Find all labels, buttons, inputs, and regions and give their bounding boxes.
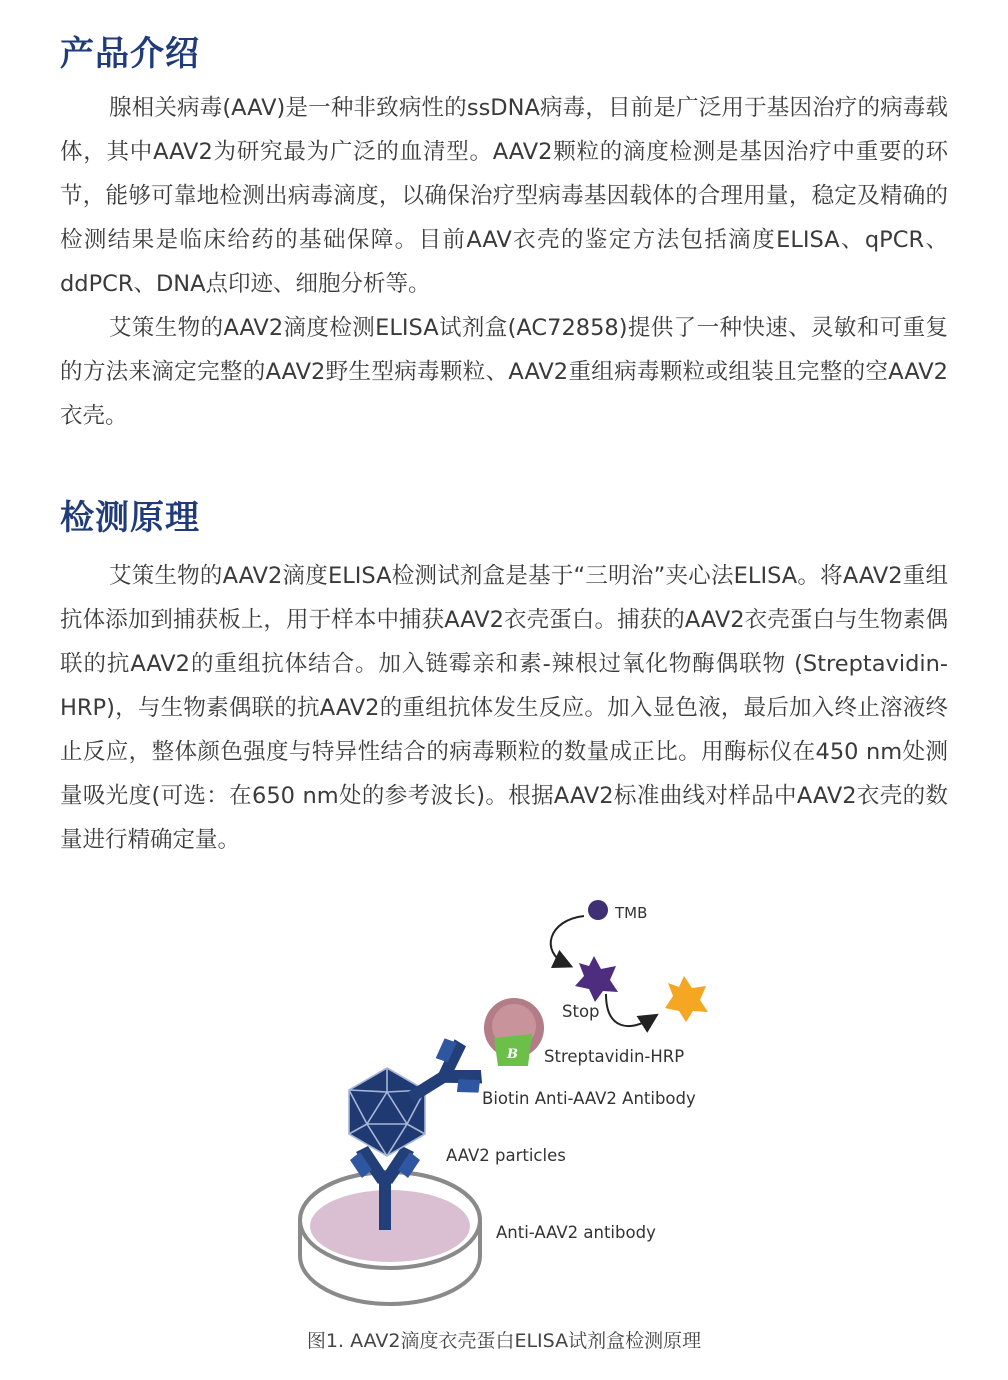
label-stop: Stop — [562, 1002, 600, 1021]
section-title-principle: 检测原理 — [60, 498, 200, 538]
principle-paragraph: 艾策生物的AAV2滴度ELISA检测试剂盒是基于“三明治”夹心法ELISA。将AAV2重组抗体添加到捕获板上，用于样本中捕获AAV2衣壳蛋白。捕获的AAV2衣壳蛋白与生物素偶联的抗AAV2的重组抗体结合。加入链霉亲和素-辣根过氧化物酶偶联物 (Streptavidin-HRP)，与生物素偶联的抗AAV2的重组抗体发生反应。加入显色液，最后加入终止溶液终止反应，整体颜色强度与特异性结合的病毒颗粒的数量成正比。用酶标仪在450 nm处测量吸光度(可选：在650 nm处的参考波长)。根据AAV2标准曲线对样品中AAV2衣壳的数量进行精确定量。 — [60, 563, 948, 853]
section-title-intro: 产品介绍 — [60, 34, 200, 74]
oxidized-tmb-icon — [575, 956, 618, 1002]
label-capture-antibody: Anti-AAV2 antibody — [496, 1223, 656, 1242]
tmb-arrow-icon — [551, 916, 584, 964]
elisa-principle-diagram — [0, 880, 1008, 1320]
aav2-capsid-icon — [349, 1068, 425, 1156]
stopped-product-icon — [665, 976, 708, 1022]
label-tmb: TMB — [615, 904, 648, 922]
biotin-mark: B — [507, 1047, 518, 1062]
intro-paragraph-2: 艾策生物的AAV2滴度检测ELISA试剂盒(AC72858)提供了一种快速、灵敏和可重复的方法来滴定完整的AAV2野生型病毒颗粒、AAV2重组病毒颗粒或组装且完整的空AAV2衣壳。 — [60, 315, 948, 429]
label-biotin-antibody: Biotin Anti-AAV2 Antibody — [482, 1089, 696, 1108]
tmb-substrate-icon — [588, 900, 608, 920]
label-aav2-particles: AAV2 particles — [446, 1146, 566, 1165]
intro-paragraph-1: 腺相关病毒(AAV)是一种非致病性的ssDNA病毒，目前是广泛用于基因治疗的病毒载体，其中AAV2为研究最为广泛的血清型。AAV2颗粒的滴度检测是基因治疗中重要的环节，能够可靠地检测出病毒滴度，以确保治疗型病毒基因载体的合理用量，稳定及精确的检测结果是临床给药的基础保障。目前AAV衣壳的鉴定方法包括滴度ELISA、qPCR、ddPCR、DNA点印迹、细胞分析等。 — [60, 95, 948, 297]
stop-arrow-icon — [606, 994, 652, 1026]
figure-caption: 图1. AAV2滴度衣壳蛋白ELISA试剂盒检测原理 — [306, 1330, 702, 1352]
label-streptavidin-hrp: Streptavidin-HRP — [544, 1047, 685, 1066]
